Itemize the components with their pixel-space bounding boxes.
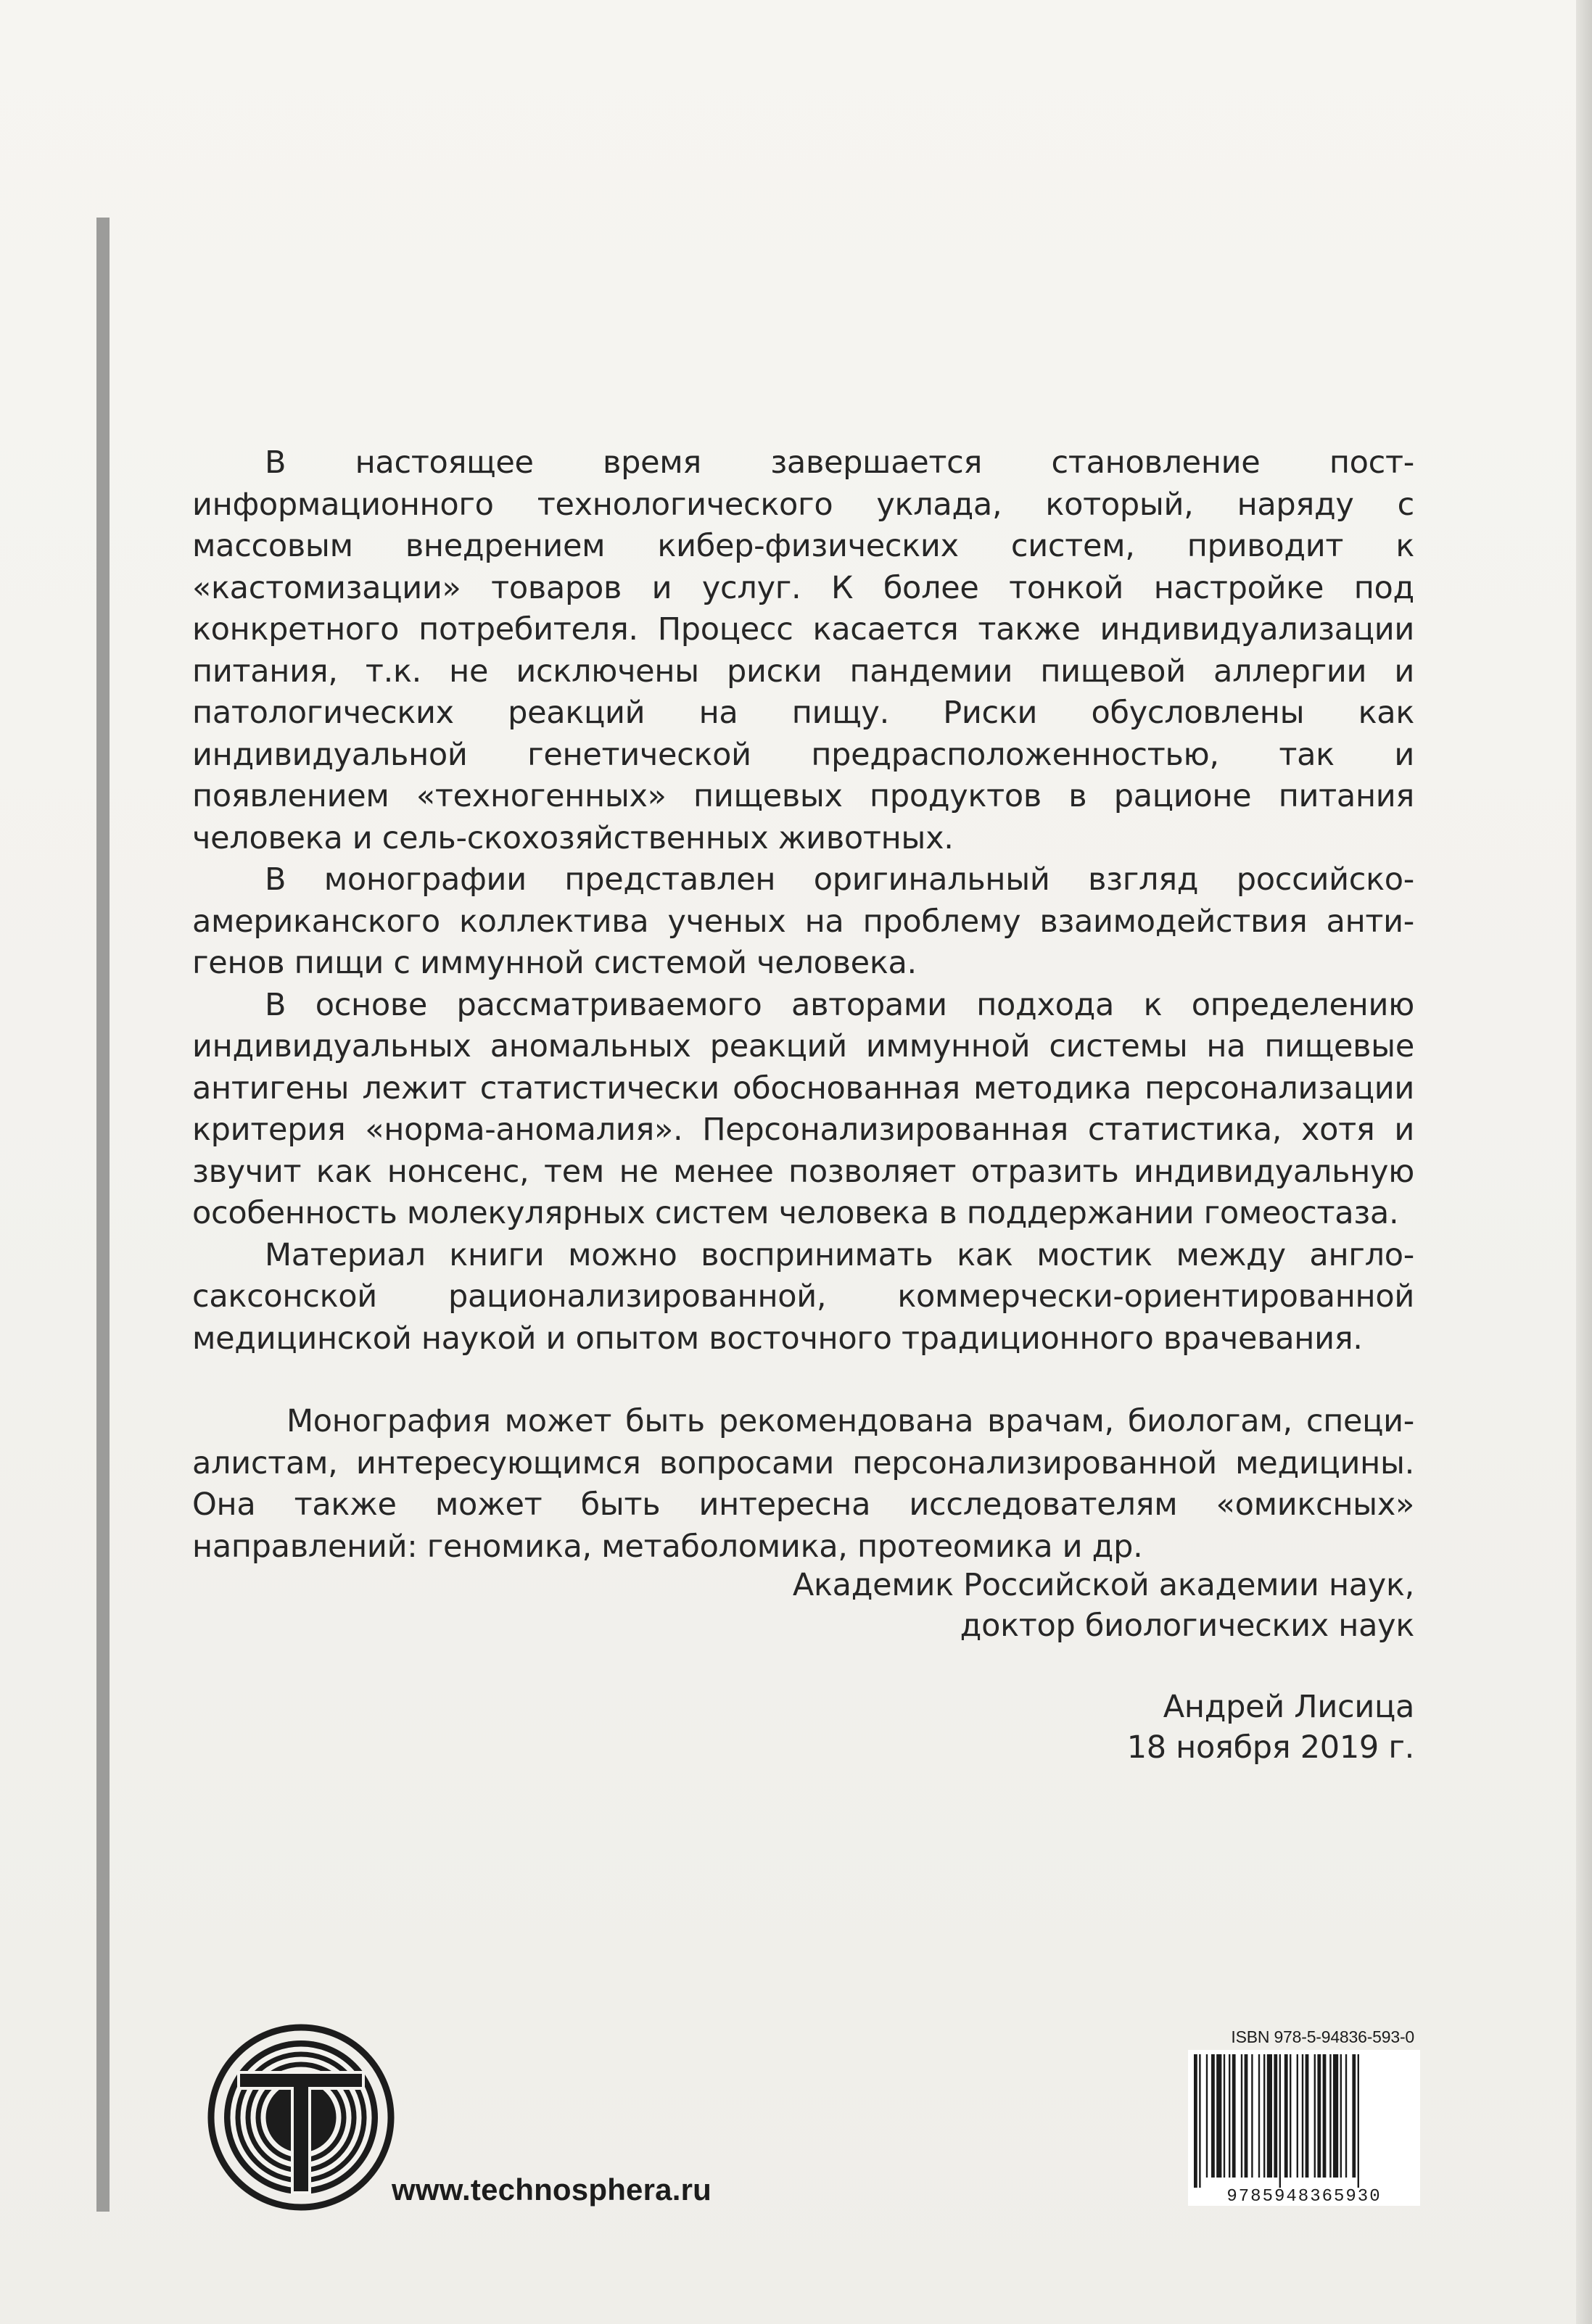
paragraph-5: Монография может быть рекомендована врачам, биологам, специ-алистам, интересующимся вопросами персонализированной медицины. Она также может быть интересна исследователям «омиксных» направлений: геномика, метаболомика, протеомика и др. [192,1403,1414,1565]
paragraph-2: В монографии представлен оригинальный взгляд российско-американского коллектива ученых на проблему взаимодействия анти-генов пищи с иммунной системой человека. [192,861,1414,981]
paragraph-1: В настоящее время завершается становление пост-информационного технологического уклада, который, наряду с массовым внедрением кибер-физических систем, приводит к «кастомизации» товаров и услуг. К более тонкой настройке под конкретного потребителя. Процесс касается также индивидуализации питания, т.к. не исключены риски пандемии пищевой аллергии и патологических реакций на пищу. Риски обусловлены как индивидуальной генетической предрасположенностью, так и появлением «техногенных» пищевых продуктов в рационе питания человека и сель-скохозяйственных животных. [192,444,1414,856]
signature-title-line1: Академик Российской академии наук, [792,1567,1414,1603]
isbn-label: ISBN 978-5-94836-593-0 [1231,2027,1414,2046]
annotation-text [192,442,1414,1568]
paragraph-4: Материал книги можно воспринимать как мостик между англо-саксонской рационализированной, коммерчески-ориентированной медицинской наукой и опытом восточного традиционного врачевания. [192,1236,1414,1357]
signature-author: Андрей Лисица [1163,1689,1414,1725]
left-decorative-bar [96,218,110,2212]
publisher-website: www.technosphera.ru [392,2172,712,2207]
technosphera-logo-icon [207,2023,395,2212]
cover-edge-shadow [1576,0,1592,2324]
isbn-block [1188,2027,1420,2206]
signature-author-block [793,1687,1414,1768]
signature-title-line2: доктор биологических наук [960,1608,1414,1644]
barcode-digits: 9785948365930 [1226,2187,1382,2206]
paragraph-3: В основе рассматриваемого авторами подхода к определению индивидуальных аномальных реакций иммунной системы на пищевые антигены лежит статистически обоснованная методика персонализации критерия «норма-аномалия». Персонализированная статистика, хотя и звучит как нонсенс, тем не менее позволяет отразить индивидуальную особенность молекулярных систем человека в поддержании гомеостаза. [192,986,1414,1231]
signature-block [793,1565,1414,1768]
signature-date: 18 ноября 2019 г. [1126,1729,1414,1766]
barcode-icon [1188,2050,1420,2206]
